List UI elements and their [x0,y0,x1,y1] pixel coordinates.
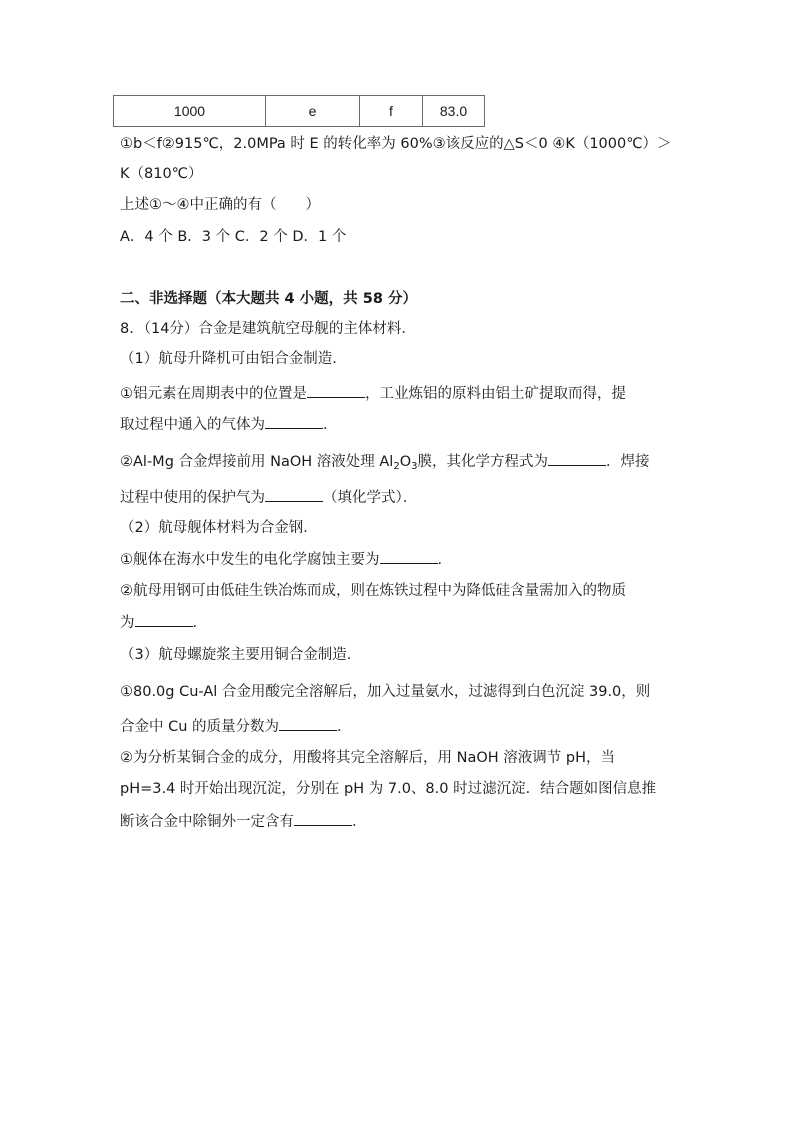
q8-part1-a-end: ． [323,417,338,433]
answer-blank [380,549,438,564]
q8-part1-b-line2 [120,487,417,508]
q8-part1-a-text: ①铝元素在周期表中的位置是 [120,386,307,402]
q8-part2-heading: （2）航母舰体材料为合金钢． [120,520,318,536]
q8-part2-b-end: ． [192,615,207,631]
q8-part3-b-text3: 断该合金中除铜外一定含有 [120,814,294,830]
q8-part2-b-text2: 为 [120,615,135,631]
q8-part3-b-end: ． [352,814,367,830]
subscript-2: 2 [393,461,400,472]
table-cell-e: e [266,96,360,127]
q8-part1-a-text2: 取过程中通入的气体为 [120,417,265,433]
q8-part2-a-text: ①舰体在海水中发生的电化学腐蚀主要为 [120,552,380,568]
q7-statements-line2: K（810℃） [120,166,203,182]
answer-blank [548,451,606,466]
table-row [114,96,485,127]
table-cell-f: f [360,96,423,127]
q8-part3-heading: （3）航母螺旋浆主要用铜合金制造． [120,647,362,663]
q8-part1-b-text: ②Al-Mg 合金焊接前用 NaOH 溶液处理 Al [120,454,394,470]
answer-blank [265,487,323,502]
q7-options: A．4 个 B．3 个 C．2 个 D．1 个 [120,229,347,245]
answer-blank [294,811,352,826]
q8-part3-b-line2: pH=3.4 时开始出现沉淀，分别在 pH 为 7.0、8.0 时过滤沉淀．结合题如图信息推 [120,781,657,797]
subscript-3: 3 [411,461,418,472]
q8-part1-b-hint: （填化学式）． [323,490,418,506]
section-heading: 二、非选择题（本大题共 4 小题，共 58 分） [120,291,417,307]
q8-part3-a-line2 [120,716,352,737]
q8-part1-b-line1 [120,451,650,472]
q8-part1-b-text2: 过程中使用的保护气为 [120,490,265,506]
table-cell-temperature: 1000 [114,96,266,127]
q8-part1-b-text-cont: 膜，其化学方程式为 [417,454,548,470]
q8-part1-a-text-cont: ，工业炼铝的原料由铝土矿提取而得，提 [365,386,626,402]
data-table [113,95,485,127]
q8-part3-a-end: ． [337,719,352,735]
q8-part2-b-line1: ②航母用钢可由低硅生铁冶炼而成，则在炼铁过程中为降低硅含量需加入的物质 [120,583,626,599]
q8-part1-a-line2 [120,414,338,435]
q8-part3-b-line3 [120,811,367,832]
q7-statements-line1: ①b＜f②915℃，2.0MPa 时 E 的转化率为 60%③该反应的△S＜0 ④K（1000℃）＞ [120,136,672,152]
q7-question: 上述①～④中正确的有（ ） [120,197,320,213]
q8-part2-a [120,549,452,570]
table-cell-value: 83.0 [423,96,485,127]
answer-blank [307,383,365,398]
answer-blank [135,612,193,627]
q8-part2-a-end: ． [437,552,452,568]
q8-stem: 8．（14分）合金是建筑航空母舰的主体材料． [120,321,416,337]
q8-part3-b-line1: ②为分析某铜合金的成分，用酸将其完全溶解后，用 NaOH 溶液调节 pH，当 [120,750,615,766]
q8-part3-a-line1: ①80.0g Cu-Al 合金用酸完全溶解后，加入过量氨水，过滤得到白色沉淀 39.0，则 [120,684,651,700]
answer-blank [265,414,323,429]
q8-part1-b-oxygen: O [399,454,412,470]
q8-part1-heading: （1）航母升降机可由铝合金制造． [120,351,347,367]
answer-blank [279,716,337,731]
q8-part1-b-end: ．焊接 [606,454,650,470]
q8-part1-a-line1 [120,383,626,404]
q8-part2-b-line2 [120,612,207,633]
q8-part3-a-text2: 合金中 Cu 的质量分数为 [120,719,280,735]
